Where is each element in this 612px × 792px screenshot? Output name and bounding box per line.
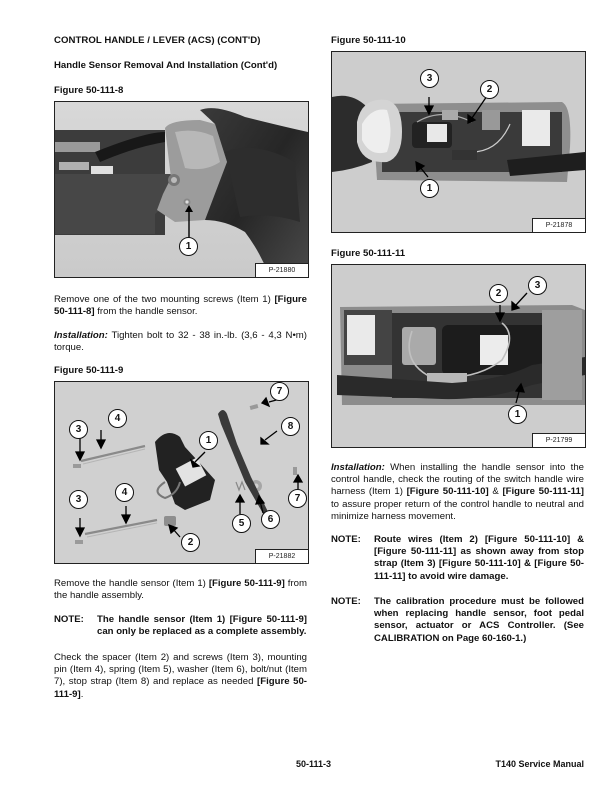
paragraph-installation-torque (54, 330, 307, 354)
figure-title-50-111-9: Figure 50-111-9 (54, 365, 124, 376)
installation-label: Installation: (331, 462, 385, 473)
note-complete-assembly (54, 614, 307, 638)
callout-3-top: 3 (69, 420, 88, 439)
para-text: Tighten bolt to 32 - 38 in.-lb. (3,6 - 4,3 N•m) torque. (54, 330, 307, 354)
callout-2: 2 (489, 284, 508, 303)
note-label: NOTE: (331, 534, 361, 545)
section-title: CONTROL HANDLE / LEVER (ACS) (CONT'D) (54, 35, 261, 46)
callout-4-top: 4 (108, 409, 127, 428)
callout-3: 3 (528, 276, 547, 295)
paragraph-check-parts (54, 652, 307, 701)
note-text: Route wires (Item 2) [Figure 50-111-10] & [Figure 50-111-11] as shown away from stop strap (Item 3) [Figure 50-111-10] & [Figure 50-111-11] to avoid wire damage. (374, 534, 584, 582)
photo-code: P-21882 (255, 549, 308, 563)
para-text: Remove one of the two mounting screws (Item 1) (54, 294, 275, 305)
callout-2: 2 (480, 80, 499, 99)
photo-sensor-parts-layout (55, 382, 308, 563)
figure-title-50-111-10: Figure 50-111-10 (331, 35, 406, 46)
figure-reference: [Figure 50-111-9] (54, 676, 307, 700)
para-text: & (488, 486, 503, 498)
callout-8: 8 (281, 417, 300, 436)
note-label: NOTE: (331, 596, 361, 607)
para-text: from the handle assembly. (54, 578, 307, 602)
figure-50-111-8 (54, 101, 309, 278)
figure-title-50-111-11: Figure 50-111-11 (331, 248, 406, 259)
para-text: . (80, 688, 84, 700)
para-text: to assure proper return of the control handle to neutral and minimize harness movement. (331, 498, 584, 522)
callout-1: 1 (508, 405, 527, 424)
callout-6: 6 (261, 510, 280, 529)
figure-reference: [Figure 50-111-8] (54, 294, 307, 318)
page-number: 50-111-3 (296, 759, 332, 769)
subsection-title: Handle Sensor Removal And Installation (Cont'd) (54, 60, 278, 71)
figure-50-111-9 (54, 381, 309, 564)
photo-code: P-21799 (532, 433, 585, 447)
figure-50-111-11 (331, 264, 586, 448)
note-calibration (331, 596, 584, 645)
callout-3: 3 (420, 69, 439, 88)
note-route-wires (331, 534, 584, 583)
installation-label: Installation: (54, 330, 108, 341)
callout-3-bottom: 3 (69, 490, 88, 509)
note-label: NOTE: (54, 614, 84, 625)
photo-code: P-21878 (532, 218, 585, 232)
paragraph-installation-routing (331, 462, 584, 523)
figure-reference: [Figure 50-111-10] (406, 486, 489, 498)
callout-1: 1 (199, 431, 218, 450)
photo-code: P-21880 (255, 263, 308, 277)
note-text: The calibration procedure must be followed when replacing handle sensor, foot pedal sensor, actuator or ACS Controller. (See CALIBRATION on Page 60-160-1.) (374, 596, 584, 644)
figure-50-111-10 (331, 51, 586, 233)
photo-handle-wire-routing (332, 265, 585, 447)
callout-2: 2 (181, 533, 200, 552)
callout-7-bottom: 7 (288, 489, 307, 508)
figure-title-50-111-8: Figure 50-111-8 (54, 85, 124, 96)
para-text: from the handle sensor. (94, 306, 198, 318)
figure-reference: [Figure 50-111-11] (502, 486, 584, 498)
callout-1: 1 (179, 237, 198, 256)
callout-7-top: 7 (270, 382, 289, 401)
note-text: The handle sensor (Item 1) [Figure 50-111-9] can only be replaced as a complete assembly. (97, 614, 307, 638)
paragraph-remove-screws (54, 294, 307, 318)
para-text: Check the spacer (Item 2) and screws (Item 3), mounting pin (Item 4), spring (Item 5), washer (Item 6), bolt/nut (Item 7), stop strap (Item 8) and replace as needed (54, 652, 307, 688)
callout-4-bottom: 4 (115, 483, 134, 502)
manual-title: T140 Service Manual (495, 759, 584, 769)
callout-1: 1 (420, 179, 439, 198)
callout-5: 5 (232, 514, 251, 533)
paragraph-remove-sensor (54, 578, 307, 602)
photo-handle-top-view (332, 52, 585, 232)
figure-reference: [Figure 50-111-9] (208, 578, 285, 589)
para-text: Remove the handle sensor (Item 1) (54, 578, 209, 589)
para-text: When installing the handle sensor into the control handle, check the routing of the switch handle wire harness (Item 1) (331, 462, 584, 498)
